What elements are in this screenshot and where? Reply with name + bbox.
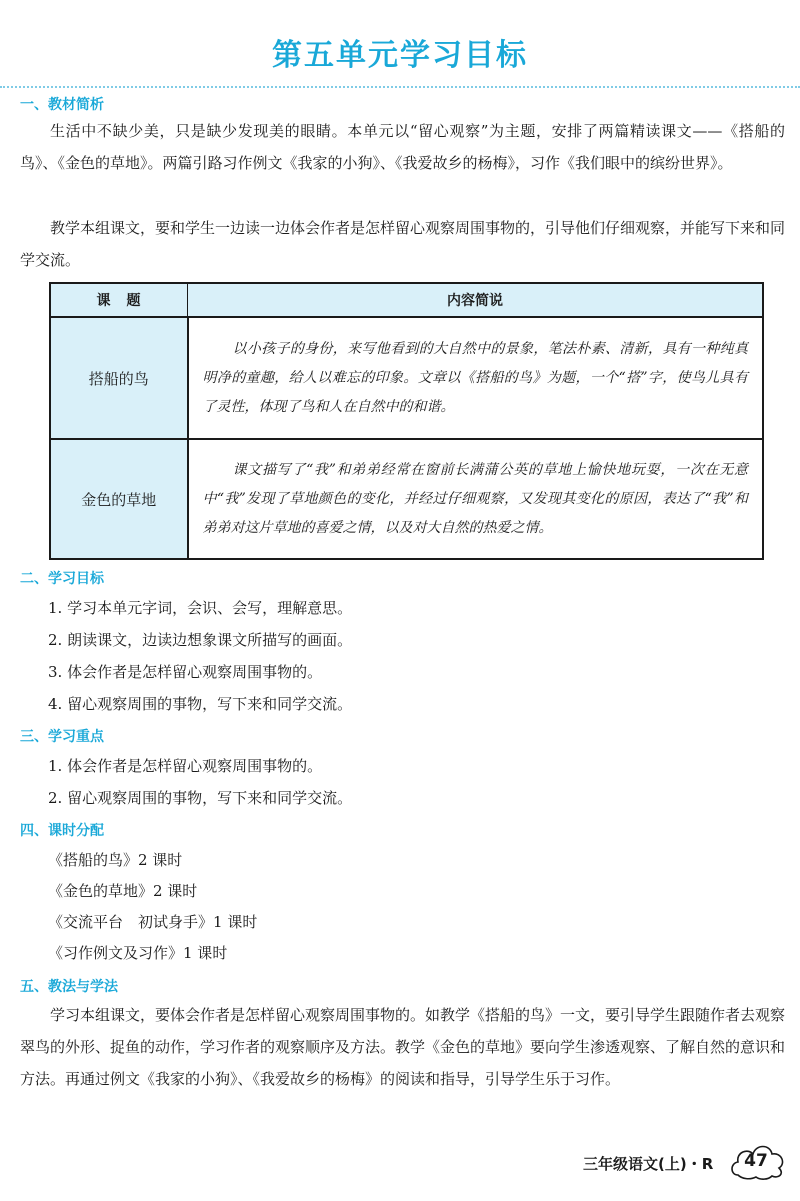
goal-item: 2. 朗读课文，边读边想象课文所描写的画面。 xyxy=(48,631,353,649)
section-heading-3: 三、学习重点 xyxy=(20,729,104,745)
schedule-item: 《搭船的鸟》2 课时 xyxy=(48,851,183,869)
page-title: 第五单元学习目标 xyxy=(272,38,528,73)
goal-item: 3. 体会作者是怎样留心观察周围事物的。 xyxy=(48,663,323,681)
section-heading-5: 五、教法与学法 xyxy=(20,979,118,995)
page-number: 47 xyxy=(744,1151,768,1171)
section5-paragraph: 学习本组课文，要体会作者是怎样留心观察周围事物的。如教学《搭船的鸟》一文，要引导学生跟随作者去观察翠鸟的外形、捉鱼的动作，学习作者的观察顺序及方法。教学《金色的草地》要向学生渗透观察、了解自然的意识和方法。再通过例文《我家的小狗》、《我爱故乡的杨梅》的阅读和指导，引导学生乐于习作。 xyxy=(20,1006,786,1088)
schedule-item: 《交流平台 初试身手》1 课时 xyxy=(48,913,258,931)
section-heading-2: 二、学习目标 xyxy=(20,571,104,587)
table-cell-lesson: 金色的草地 xyxy=(50,439,188,559)
lesson-table xyxy=(49,282,764,560)
focus-item: 1. 体会作者是怎样留心观察周围事物的。 xyxy=(48,757,323,775)
table-header-lesson: 课 题 xyxy=(50,283,188,317)
section-heading-1: 一、教材简析 xyxy=(20,97,104,113)
table-row xyxy=(50,317,763,439)
table-header-summary: 内容简说 xyxy=(188,283,764,317)
schedule-item: 《习作例文及习作》1 课时 xyxy=(48,944,228,962)
section1-paragraph-1: 生活中不缺少美，只是缺少发现美的眼睛。本单元以“留心观察”为主题，安排了两篇精读课文——《搭船的鸟》、《金色的草地》。两篇引路习作例文《我家的小狗》、《我爱故乡的杨梅》，习作《我们眼中的缤纷世界》。 xyxy=(20,122,785,172)
focus-item: 2. 留心观察周围的事物，写下来和同学交流。 xyxy=(48,789,353,807)
section-heading-4: 四、课时分配 xyxy=(20,823,104,839)
lesson-summary: 课文描写了“我”和弟弟经常在窗前长满蒲公英的草地上愉快地玩耍，一次在无意中“我”发现了草地颜色的变化，并经过仔细观察，又发现其变化的原因，表达了“我”和弟弟对这片草地的喜爱之情，以及对大自然的热爱之情。 xyxy=(202,461,748,536)
section1-paragraph-2: 教学本组课文，要和学生一边读一边体会作者是怎样留心观察周围事物的，引导他们仔细观察，并能写下来和同学交流。 xyxy=(20,219,786,269)
lesson-summary: 以小孩子的身份，来写他看到的大自然中的景象，笔法朴素、清新，具有一种纯真明净的童趣，给人以难忘的印象。文章以《搭船的鸟》为题，一个“搭”字，使鸟儿具有了灵性，体现了鸟和人在自然中的和谐。 xyxy=(202,340,748,415)
table-cell-summary xyxy=(188,317,764,439)
goal-item: 4. 留心观察周围的事物，写下来和同学交流。 xyxy=(48,695,353,713)
goal-item: 1. 学习本单元字词，会识、会写，理解意思。 xyxy=(48,599,353,617)
table-row xyxy=(50,439,763,559)
title-divider xyxy=(0,86,800,88)
book-label: 三年级语文(上)・R xyxy=(583,1155,714,1173)
schedule-item: 《金色的草地》2 课时 xyxy=(48,882,198,900)
table-cell-summary xyxy=(188,439,764,559)
table-cell-lesson: 搭船的鸟 xyxy=(50,317,188,439)
